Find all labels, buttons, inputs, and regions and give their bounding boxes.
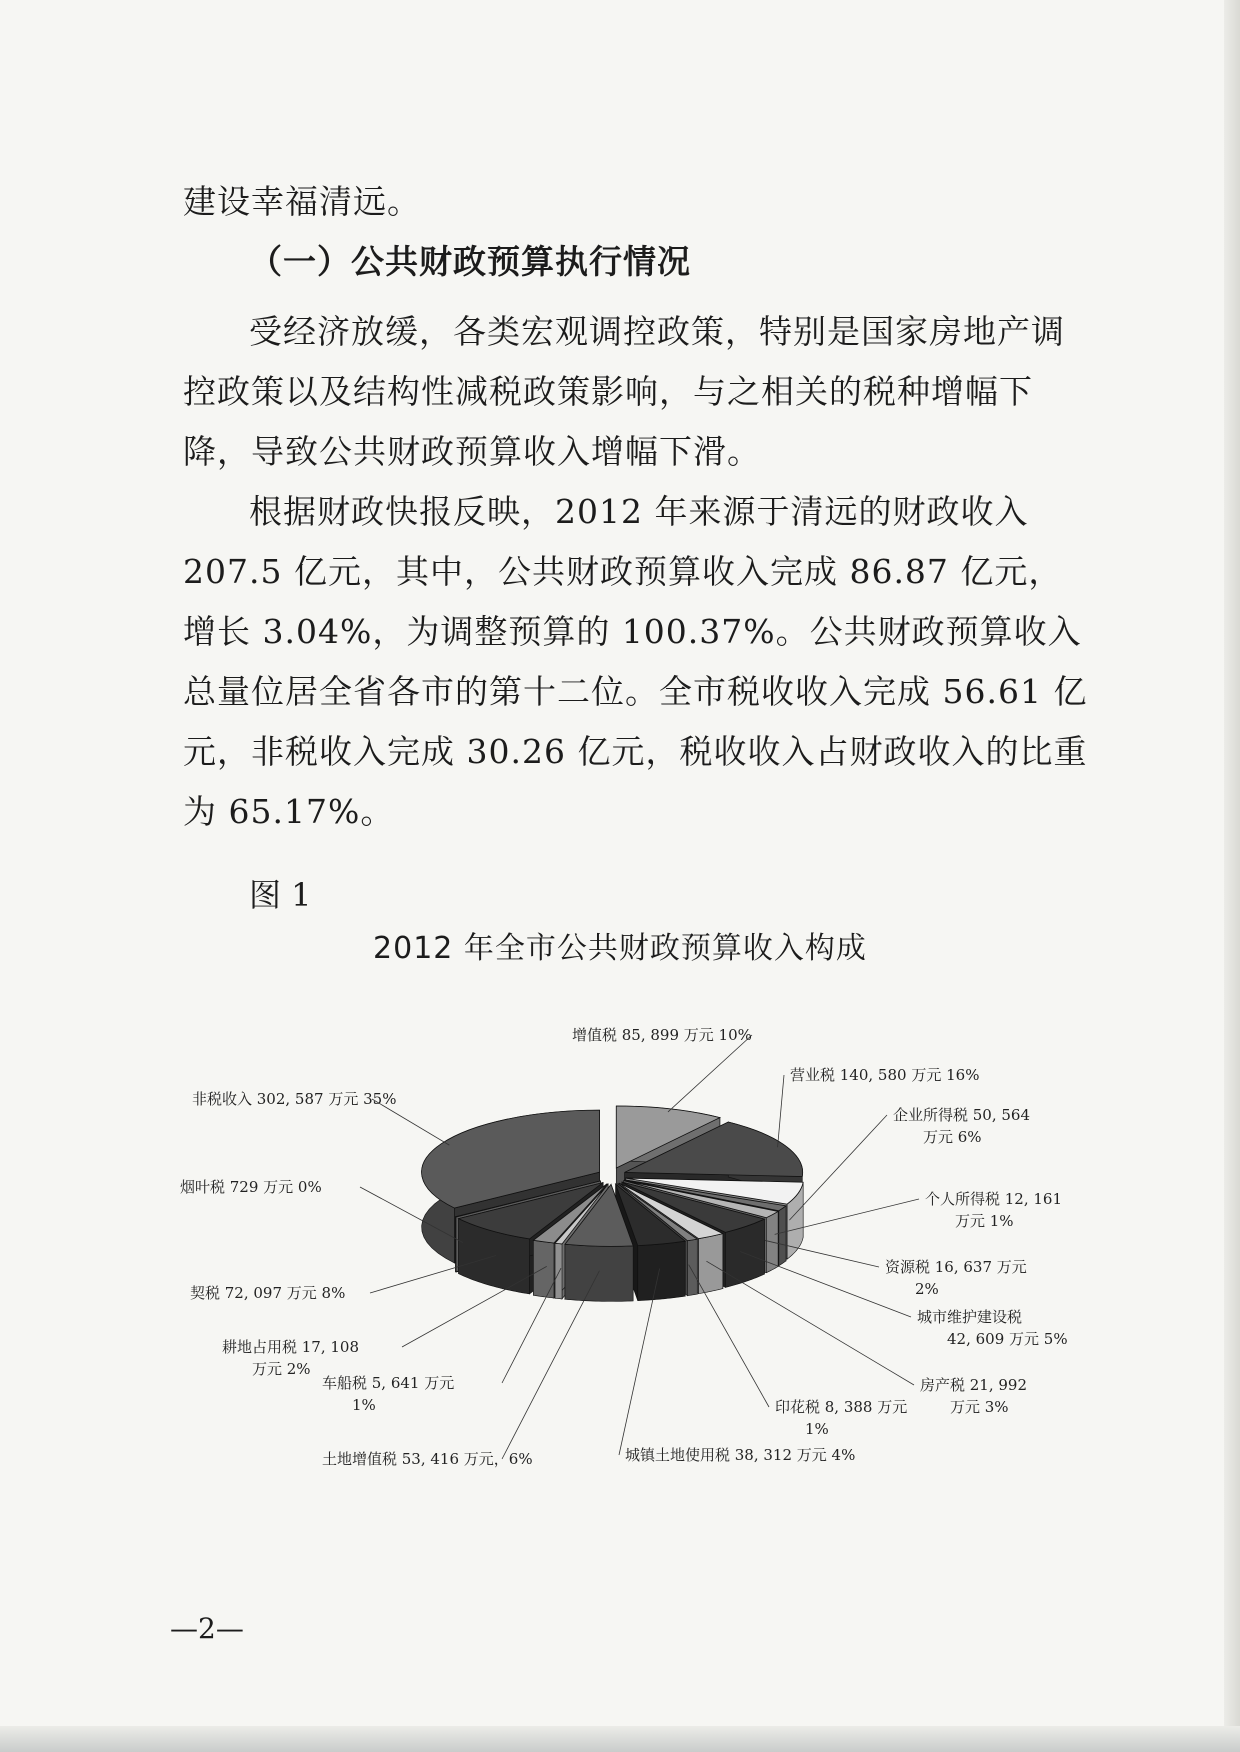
slice-label-line: 城市维护建设税 — [917, 1308, 1023, 1326]
slice-label-line: 营业税 140, 580 万元 16% — [790, 1066, 980, 1084]
leader-line — [668, 1035, 752, 1112]
slice-label-line: 万元 1% — [955, 1212, 1014, 1230]
page-edge-bottom — [0, 1726, 1240, 1752]
pie-slice-side — [456, 1217, 457, 1272]
leader-line — [502, 1271, 599, 1459]
slice-label-line: 资源税 16, 637 万元 — [885, 1258, 1027, 1276]
page-number: —2— — [170, 1612, 244, 1645]
slice-label-line: 万元 3% — [950, 1398, 1009, 1416]
pie-slice-side — [565, 1244, 633, 1301]
body-paragraph-1: 受经济放缓，各类宏观调控政策，特别是国家房地产调控政策以及结构性减税政策影响，与之相关的税种增幅下降，导致公共财政预算收入增幅下滑。 — [183, 312, 1065, 471]
slice-label — [790, 1066, 979, 1084]
slice-label — [180, 1178, 322, 1196]
slice-label — [925, 1190, 1062, 1230]
slice-label — [572, 1026, 752, 1044]
slice-label-line: 契税 72, 097 万元 8% — [190, 1284, 346, 1302]
slice-label-line: 个人所得税 12, 161 — [925, 1190, 1063, 1208]
slice-label-line: 1% — [352, 1396, 376, 1414]
slice-label-line: 非税收入 302, 587 万元 35% — [192, 1090, 397, 1108]
slice-label-line: 2% — [915, 1280, 939, 1298]
section-heading: （一）公共财政预算执行情况 — [249, 242, 691, 281]
slice-label-line: 耕地占用税 17, 108 — [222, 1338, 360, 1356]
body-paragraph-2: 根据财政快报反映，2012 年来源于清远的财政收入 207.5 亿元，其中，公共财政预算收入完成 86.87 亿元，增长 3.04%，为调整预算的 100.37%。公共财政预算收入总量位居全省各市的第十二位。全市税收收入完成 56.61 亿元，非税收入完成 30.26 亿元，税收收入占财政收入的比重为 65.17%。 — [183, 492, 1088, 831]
figure-label: 图 1 — [249, 876, 312, 914]
slice-label — [885, 1258, 1027, 1298]
slice-label-line: 增值税 85, 899 万元 10% — [572, 1026, 752, 1044]
slice-label — [775, 1398, 907, 1438]
pie-slice-side — [555, 1243, 562, 1299]
slice-label — [192, 1090, 396, 1108]
slice-label — [322, 1450, 533, 1468]
chart-title: 2012 年全市公共财政预算收入构成 — [373, 931, 867, 966]
slice-label — [625, 1446, 855, 1464]
slice-label-line: 1% — [805, 1420, 829, 1438]
leader-line — [789, 1115, 887, 1220]
pie-slice-side — [638, 1241, 685, 1300]
slice-label-line: 烟叶税 729 万元 0% — [180, 1178, 322, 1196]
slice-label — [917, 1308, 1068, 1348]
pie-slice-side — [533, 1240, 554, 1298]
slice-label — [920, 1376, 1027, 1416]
leader-line — [778, 1075, 784, 1147]
slice-label-line: 城镇土地使用税 38, 312 万元 4% — [625, 1446, 856, 1464]
pie-slice-side — [779, 1206, 786, 1266]
slice-label-line: 土地增值税 53, 416 万元，6% — [322, 1450, 533, 1468]
slice-label-line: 42, 609 万元 5% — [947, 1330, 1068, 1348]
pie-slice-side — [687, 1239, 697, 1296]
slice-label-line: 企业所得税 50, 564 — [893, 1106, 1031, 1124]
pie-chart — [0, 990, 1240, 1510]
leader-line — [706, 1261, 914, 1385]
slice-label-line: 万元 2% — [252, 1360, 311, 1378]
body-line-intro: 建设幸福清远。 — [183, 182, 421, 221]
slice-label-line: 印花税 8, 388 万元 — [775, 1398, 908, 1416]
slice-label-line: 车船税 5, 641 万元 — [322, 1374, 455, 1392]
slice-label-line: 房产税 21, 992 — [920, 1376, 1028, 1394]
slice-label — [322, 1374, 454, 1414]
slice-label — [222, 1338, 359, 1378]
slice-label-line: 万元 6% — [923, 1128, 982, 1146]
slice-label — [190, 1284, 345, 1302]
slice-label — [893, 1106, 1030, 1146]
